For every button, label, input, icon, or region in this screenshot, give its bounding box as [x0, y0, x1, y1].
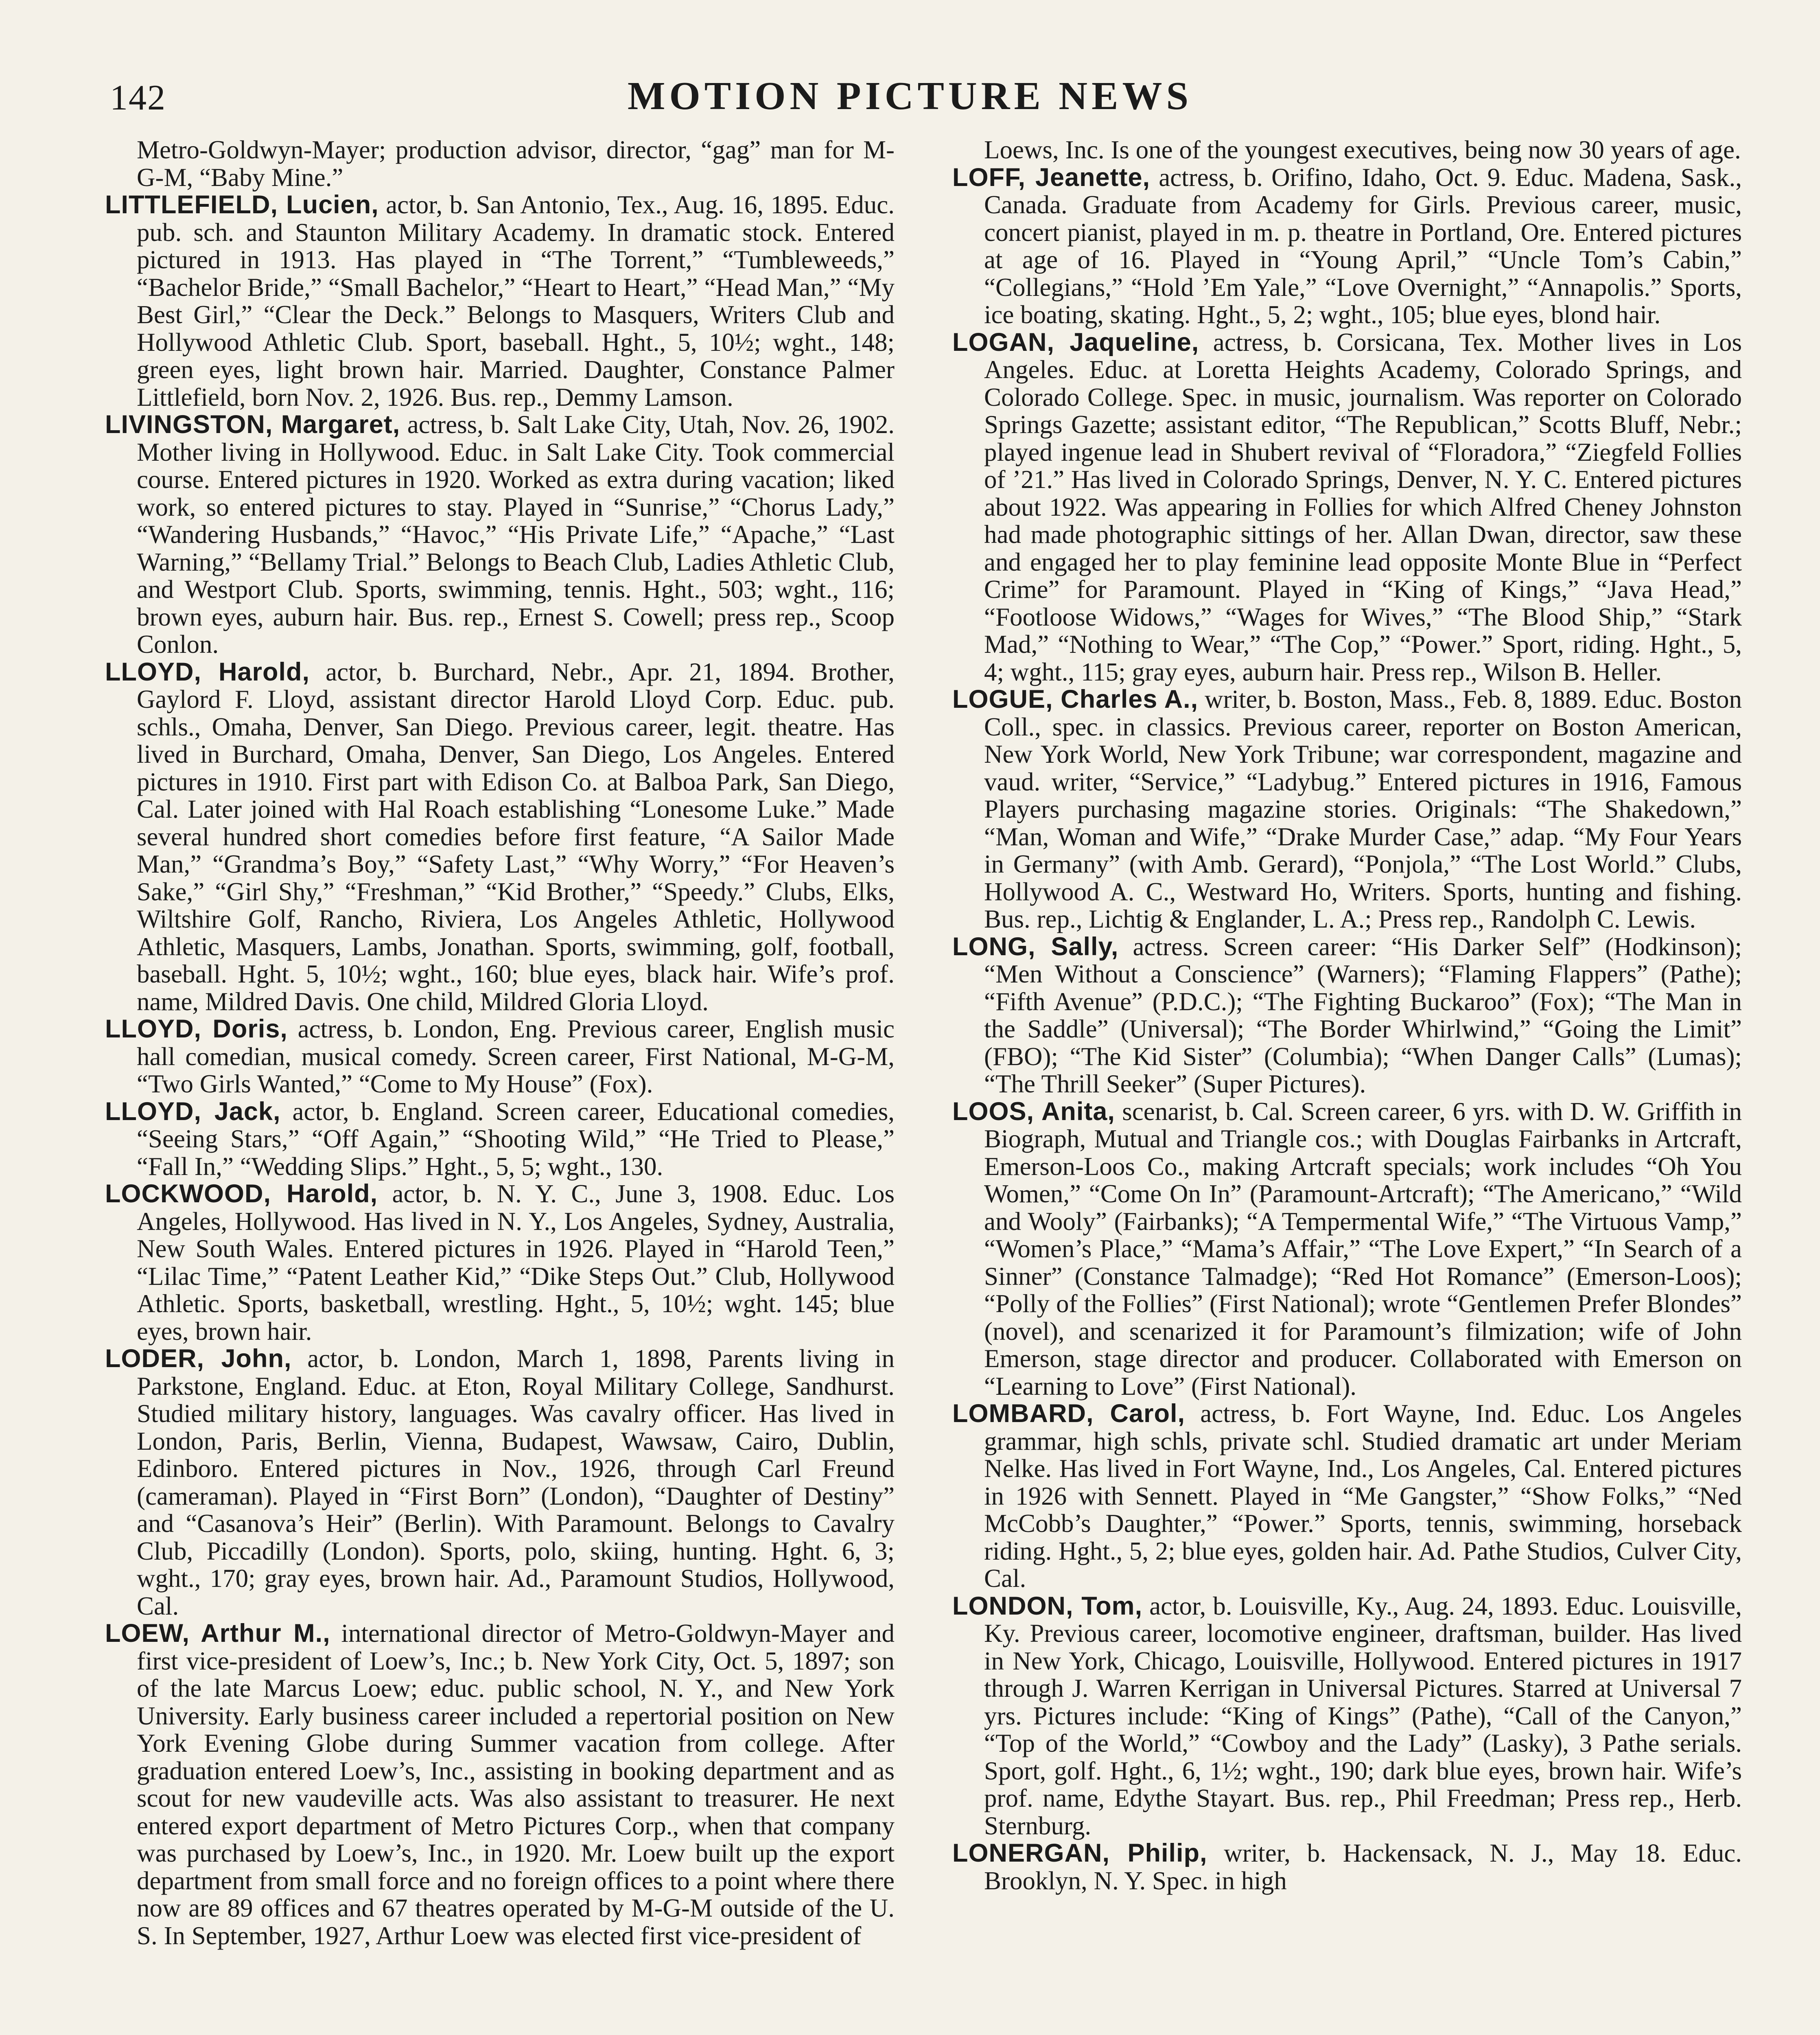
- directory-entry: [952, 686, 1742, 933]
- directory-entry: [105, 1345, 895, 1620]
- entry-body: actress, b. Orifino, Idaho, Oct. 9. Educ. Madena, Sask., Canada. Graduate from Academy for Girls. Previous career, music, concert pianist, played in m. p. theatre in Portland, Ore. Entered pictures at age of 16. Played in “Young April,” “Uncle Tom’s Cabin,” “Collegians,” “Hold ’Em Yale,” “Love Overnight,” “Annapolis.” Sports, ice boating, skating. Hght., 5, 2; wght., 105; blue eyes, blond hair.: [984, 163, 1742, 329]
- directory-entry: [952, 1840, 1742, 1895]
- directory-entry: [952, 1593, 1742, 1840]
- entry-name: LOMBARD, Carol,: [952, 1399, 1186, 1428]
- entry-body: Metro-Goldwyn-Mayer; production advisor, director, “gag” man for M-G-M, “Baby Mine.”: [137, 136, 895, 192]
- directory-entry: [952, 329, 1742, 686]
- entry-body: actor, b. Louisville, Ky., Aug. 24, 1893. Educ. Louisville, Ky. Previous career, locomotive engineer, draftsman, builder. Has lived in New York, Chicago, Louisville, Hollywood. Entered pictures in 1917 through J. Warren Kerrigan in Universal Pictures. Starred at Universal 7 yrs. Pictures include: “King of Kings” (Pathe), “Call of the Canyon,” “Top of the World,” “Cowboy and the Lady” (Lasky), 3 Pathe serials. Sport, golf. Hght., 6, 1½; wght., 190; dark blue eyes, brown hair. Wife’s prof. name, Edythe Stayart. Bus. rep., Phil Freedman; Press rep., Herb. Sternburg.: [984, 1591, 1742, 1840]
- directory-entry: [952, 136, 1742, 164]
- directory-entry: [105, 136, 895, 191]
- running-title: MOTION PICTURE NEWS: [628, 74, 1192, 118]
- left-column: [105, 136, 895, 2035]
- directory-entry: [105, 191, 895, 411]
- entry-body: actress, b. Salt Lake City, Utah, Nov. 26, 1902. Mother living in Hollywood. Educ. in Salt Lake City. Took commercial course. Entered pictures in 1920. Worked as extra during vacation; liked work, so entered pictures to stay. Played in “Sunrise,” “Chorus Lady,” “Wandering Husbands,” “Havoc,” “His Private Life,” “Apache,” “Last Warning,” “Bellamy Trial.” Belongs to Beach Club, Ladies Athletic Club, and Westport Club. Sports, swimming, tennis. Hght., 503; wght., 116; brown eyes, auburn hair. Bus. rep., Ernest S. Cowell; press rep., Scoop Conlon.: [137, 410, 895, 659]
- entry-body: international director of Metro-Goldwyn-Mayer and first vice-president of Loew’s, Inc.; b. New York City, Oct. 5, 1897; son of the late Marcus Loew; educ. public school, N. Y., and New York University. Early business career included a repertorial position on New York Evening Globe during Summer vacation from college. After graduation entered Loew’s, Inc., assisting in booking department and as scout for new vaudeville acts. Was also assistant to treasurer. He next entered export department of Metro Pictures Corp., when that company was purchased by Loew’s, Inc., in 1920. Mr. Loew built up the export department from small force and no foreign offices to a point where there now are 89 offices and 67 theatres operated by M-G-M outside of the U. S. In September, 1927, Arthur Loew was elected first vice-president of: [137, 1619, 895, 1950]
- entry-body: scenarist, b. Cal. Screen career, 6 yrs. with D. W. Griffith in Biograph, Mutual and Triangle cos.; with Douglas Fairbanks in Artcraft, Emerson-Loos Co., making Artcraft specials; work includes “Oh You Women,” “Come On In” (Paramount-Artcraft); “The Americano,” “Wild and Wooly” (Fairbanks); “A Tempermental Wife,” “The Virtuous Vamp,” “Women’s Place,” “Mama’s Affair,” “The Love Expert,” “In Search of a Sinner” (Constance Talmadge); “Red Hot Romance” (Emerson-Loos); “Polly of the Follies” (First National); wrote “Gentlemen Prefer Blondes” (novel), and scenarized it for Paramount’s filmization; wife of John Emerson, stage director and producer. Collaborated with Emerson on “Learning to Love” (First National).: [984, 1097, 1742, 1400]
- entry-body: actress, b. London, Eng. Previous career, English music hall comedian, musical comedy. Screen career, First National, M-G-M, “Two Girls Wanted,” “Come to My House” (Fox).: [137, 1015, 895, 1098]
- entry-name: LIVINGSTON, Margaret,: [105, 410, 400, 439]
- entry-name: LLOYD, Harold,: [105, 657, 310, 686]
- entry-name: LONG, Sally,: [952, 932, 1119, 961]
- entry-name: LLOYD, Doris,: [105, 1015, 288, 1043]
- entry-body: actress. Screen career: “His Darker Self” (Hodkinson); “Men Without a Conscience” (Warners); “Flaming Flappers” (Pathe); “Fifth Avenue” (P.D.C.); “The Fighting Buckaroo” (Fox); “The Man in the Saddle” (Universal); “The Border Whirlwind,” “Going the Limit” (FBO); “The Kid Sister” (Columbia); “When Danger Calls” (Lumas); “The Thrill Seeker” (Super Pictures).: [984, 932, 1742, 1098]
- directory-entry: [105, 659, 895, 1016]
- entry-name: LODER, John,: [105, 1344, 292, 1373]
- entry-body: actor, b. San Antonio, Tex., Aug. 16, 1895. Educ. pub. sch. and Staunton Military Academy. In dramatic stock. Entered pictured in 1913. Has played in “The Torrent,” “Tumbleweeds,” “Bachelor Bride,” “Small Bachelor,” “Heart to Heart,” “Head Man,” “My Best Girl,” “Clear the Deck.” Belongs to Masquers, Writers Club and Hollywood Athletic Club. Sport, baseball. Hght., 5, 10½; wght., 148; green eyes, light brown hair. Married. Daughter, Constance Palmer Littlefield, born Nov. 2, 1926. Bus. rep., Demmy Lamson.: [137, 190, 895, 411]
- entry-body: writer, b. Boston, Mass., Feb. 8, 1889. Educ. Boston Coll., spec. in classics. Previous career, reporter on Boston American, New York World, New York Tribune; war correspondent, magazine and vaud. writer, “Service,” “Ladybug.” Entered pictures in 1916, Famous Players purchasing magazine stories. Originals: “The Shakedown,” “Man, Woman and Wife,” “Drake Murder Case,” adap. “My Four Years in Germany” (with Amb. Gerard), “Ponjola,” “The Lost World.” Clubs, Hollywood A. C., Westward Ho, Writers. Sports, hunting and fishing. Bus. rep., Lichtig & Englander, L. A.; Press rep., Randolph C. Lewis.: [984, 685, 1742, 933]
- right-column: [952, 136, 1742, 2035]
- entry-name: LLOYD, Jack,: [105, 1097, 281, 1126]
- directory-entry: [105, 1015, 895, 1098]
- entry-name: LONDON, Tom,: [952, 1591, 1143, 1620]
- entry-name: LOGAN, Jaqueline,: [952, 328, 1199, 357]
- entry-body: actor, b. England. Screen career, Educational comedies, “Seeing Stars,” “Off Again,” “Shooting Wild,” “He Tried to Please,” “Fall In,” “Wedding Slips.” Hght., 5, 5; wght., 130.: [137, 1097, 895, 1181]
- entry-name: LOOS, Anita,: [952, 1097, 1115, 1126]
- directory-entry: [952, 933, 1742, 1098]
- directory-entry: [105, 1620, 895, 1950]
- directory-entry: [952, 1400, 1742, 1593]
- directory-entry: [105, 411, 895, 659]
- entry-name: LONERGAN, Philip,: [952, 1839, 1208, 1867]
- entry-name: LOEW, Arthur M.,: [105, 1619, 330, 1648]
- entry-body: actor, b. Burchard, Nebr., Apr. 21, 1894. Brother, Gaylord F. Lloyd, assistant director Harold Lloyd Corp. Educ. pub. schls., Omaha, Denver, San Diego. Previous career, legit. theatre. Has lived in Burchard, Omaha, Denver, San Diego, Los Angeles. Entered pictures in 1910. First part with Edison Co. at Balboa Park, San Diego, Cal. Later joined with Hal Roach establishing “Lonesome Luke.” Made several hundred short comedies before first feature, “A Sailor Made Man,” “Grandma’s Boy,” “Safety Last,” “Why Worry,” “For Heaven’s Sake,” “Girl Shy,” “Freshman,” “Kid Brother,” “Speedy.” Clubs, Elks, Wiltshire Golf, Rancho, Riviera, Los Angeles Athletic, Hollywood Athletic, Masquers, Lambs, Jonathan. Sports, swimming, golf, football, baseball. Hght. 5, 10½; wght., 160; blue eyes, black hair. Wife’s prof. name, Mildred Davis. One child, Mildred Gloria Lloyd.: [137, 657, 895, 1016]
- entry-body: actor, b. N. Y. C., June 3, 1908. Educ. Los Angeles, Hollywood. Has lived in N. Y., Los Angeles, Sydney, Australia, New South Wales. Entered pictures in 1926. Played in “Harold Teen,” “Lilac Time,” “Patent Leather Kid,” “Dike Steps Out.” Club, Hollywood Athletic. Sports, basketball, wrestling. Hght., 5, 10½; wght. 145; blue eyes, brown hair.: [137, 1179, 895, 1346]
- entry-body: Loews, Inc. Is one of the youngest executives, being now 30 years of age.: [984, 136, 1741, 164]
- entry-body: actress, b. Corsicana, Tex. Mother lives in Los Angeles. Educ. at Loretta Heights Academy, Colorado Springs, and Colorado College. Spec. in music, journalism. Was reporter on Colorado Springs Gazette; assistant editor, “The Republican,” Scotts Bluff, Nebr.; played ingenue lead in Shubert revival of “Floradora,” “Ziegfeld Follies of ’21.” Has lived in Colorado Springs, Denver, N. Y. C. Entered pictures about 1922. Was appearing in Follies for which Alfred Cheney Johnston had made photographic sittings of her. Allan Dwan, director, saw these and engaged her to play feminine lead opposite Monte Blue in “Perfect Crime” for Paramount. Played in “King of Kings,” “Java Head,” “Footloose Widows,” “Wages for Wives,” “The Blood Ship,” “Stark Mad,” “Nothing to Wear,” “The Cop,” “Power.” Sport, riding. Hght., 5, 4; wght., 115; gray eyes, auburn hair. Press rep., Wilson B. Heller.: [984, 328, 1742, 686]
- entry-body: actress, b. Fort Wayne, Ind. Educ. Los Angeles grammar, high schls, private schl. Studied dramatic art under Meriam Nelke. Has lived in Fort Wayne, Ind., Los Angeles, Cal. Entered pictures in 1926 with Sennett. Played in “Me Gangster,” “Show Folks,” “Ned McCobb’s Daughter,” “Power.” Sports, tennis, swimming, horseback riding. Hght., 5, 2; blue eyes, golden hair. Ad. Pathe Studios, Culver City, Cal.: [984, 1399, 1742, 1593]
- entry-body: writer, b. Hackensack, N. J., May 18. Educ. Brooklyn, N. Y. Spec. in high: [984, 1839, 1742, 1895]
- entry-name: LOFF, Jeanette,: [952, 163, 1151, 192]
- directory-entry: [952, 1098, 1742, 1400]
- directory-entry: [105, 1180, 895, 1345]
- entry-name: LOCKWOOD, Harold,: [105, 1179, 378, 1208]
- entry-name: LITTLEFIELD, Lucien,: [105, 190, 379, 219]
- directory-entry: [105, 1098, 895, 1181]
- page-number: 142: [110, 78, 166, 118]
- directory-entry: [952, 164, 1742, 329]
- entry-body: actor, b. London, March 1, 1898, Parents living in Parkstone, England. Educ. at Eton, Royal Military College, Sandhurst. Studied military history, languages. Was cavalry officer. Has lived in London, Paris, Berlin, Vienna, Budapest, Wawsaw, Cairo, Dublin, Edinboro. Entered pictures in Nov., 1926, through Carl Freund (cameraman). Played in “First Born” (London), “Daughter of Destiny” and “Casanova’s Heir” (Berlin). With Paramount. Belongs to Cavalry Club, Piccadilly (London). Sports, polo, skiing, hunting. Hght. 6, 3; wght., 170; gray eyes, brown hair. Ad., Paramount Studios, Hollywood, Cal.: [137, 1344, 895, 1620]
- entry-name: LOGUE, Charles A.,: [952, 685, 1199, 713]
